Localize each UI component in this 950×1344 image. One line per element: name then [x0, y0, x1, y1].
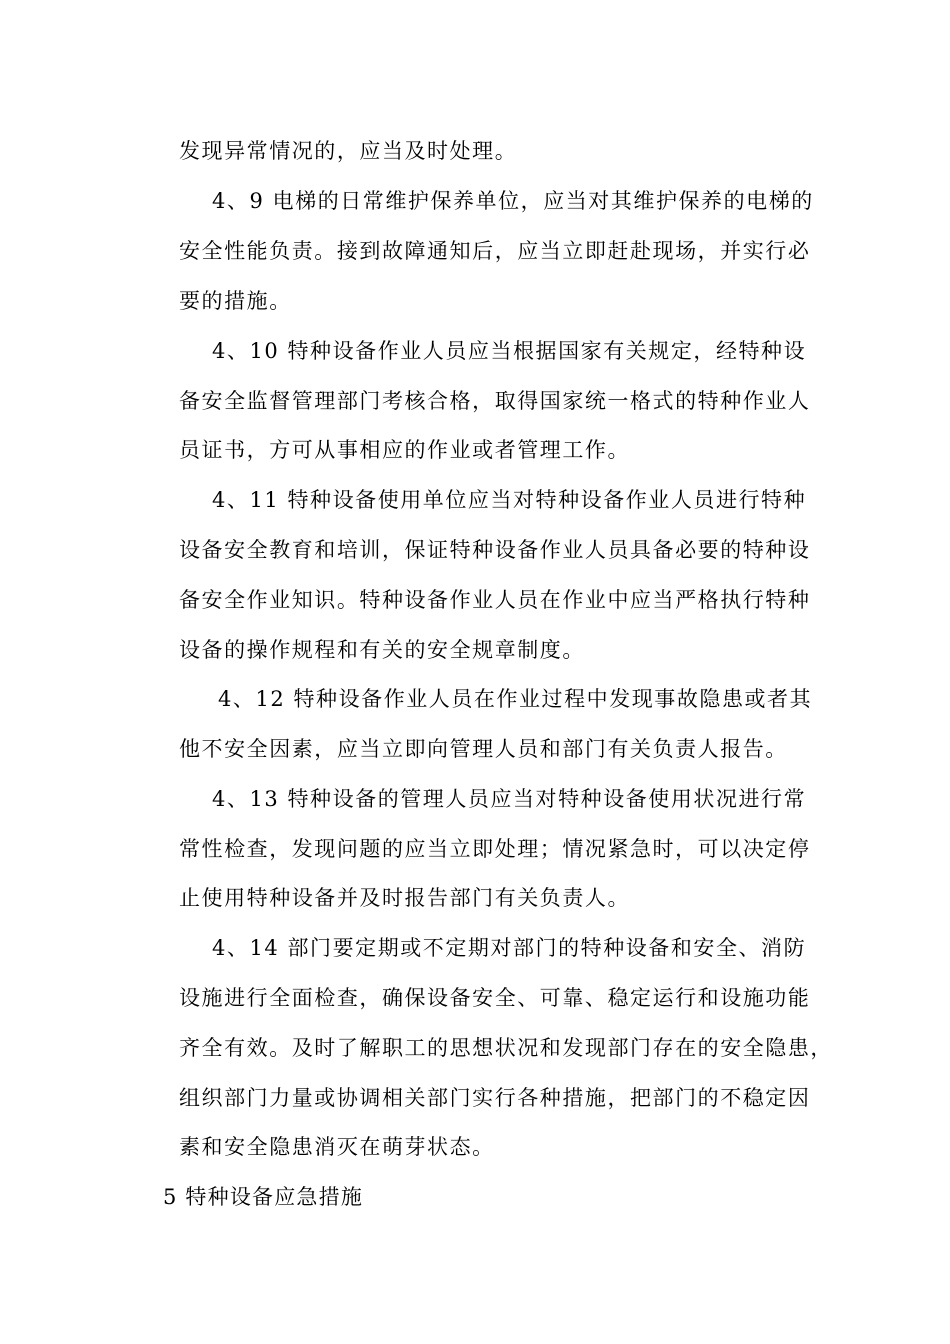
paragraph-line: 4、9 电梯的日常维护保养单位，应当对其维护保养的电梯的 — [212, 189, 814, 213]
paragraph-line: 要的措施。 — [179, 289, 292, 313]
paragraph-line: 4、11 特种设备使用单位应当对特种设备作业人员进行特种 — [212, 488, 807, 512]
paragraph-line: 4、14 部门要定期或不定期对部门的特种设备和安全、消防 — [212, 936, 807, 960]
paragraph-line: 素和安全隐患消灭在萌芽状态。 — [179, 1135, 495, 1159]
paragraph-line: 4、10 特种设备作业人员应当根据国家有关规定，经特种设 — [212, 339, 807, 363]
paragraph-line: 4、12 特种设备作业人员在作业过程中发现事故隐患或者其 — [218, 687, 813, 711]
paragraph-line: 齐全有效。及时了解职工的思想状况和发现部门存在的安全隐患， — [179, 1036, 833, 1060]
paragraph-line: 发现异常情况的，应当及时处理。 — [179, 139, 518, 163]
paragraph-line: 4、13 特种设备的管理人员应当对特种设备使用状况进行常 — [212, 787, 807, 811]
paragraph-line: 备安全监督管理部门考核合格，取得国家统一格式的特种作业人 — [179, 389, 811, 413]
paragraph-line: 设备的操作规程和有关的安全规章制度。 — [179, 638, 585, 662]
paragraph-line: 他不安全因素，应当立即向管理人员和部门有关负责人报告。 — [179, 737, 788, 761]
paragraph-line: 设备安全教育和培训，保证特种设备作业人员具备必要的特种设 — [179, 538, 811, 562]
paragraph-line: 止使用特种设备并及时报告部门有关负责人。 — [179, 886, 630, 910]
section-heading: 5 特种设备应急措施 — [163, 1185, 364, 1209]
paragraph-line: 安全性能负责。接到故障通知后，应当立即赶赴现场，并实行必 — [179, 239, 811, 263]
paragraph-line: 备安全作业知识。特种设备作业人员在作业中应当严格执行特种 — [179, 588, 811, 612]
paragraph-line: 员证书，方可从事相应的作业或者管理工作。 — [179, 438, 630, 462]
paragraph-line: 设施进行全面检查，确保设备安全、可靠、稳定运行和设施功能 — [179, 986, 811, 1010]
paragraph-line: 组织部门力量或协调相关部门实行各种措施，把部门的不稳定因 — [179, 1086, 811, 1110]
paragraph-line: 常性检查，发现问题的应当立即处理；情况紧急时，可以决定停 — [179, 837, 811, 861]
